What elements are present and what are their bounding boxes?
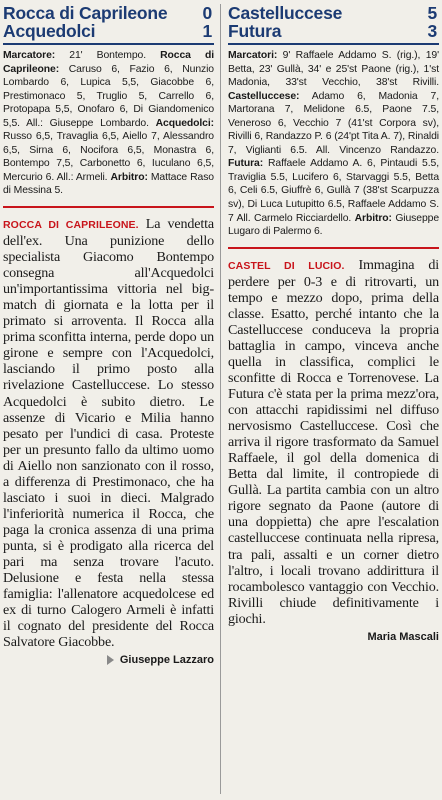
match-stats bbox=[3, 49, 214, 198]
column-divider bbox=[220, 4, 221, 794]
team-goals: 5 bbox=[427, 3, 437, 23]
team2-label: Futura: bbox=[228, 158, 264, 170]
team-goals: 3 bbox=[427, 21, 437, 41]
team2-lineup: Russo 6,5, Travaglia 6,5, Aiello 7, Alessandro 6,5, Sirna 6, Nocifora 6,5, Monastra 6, Bontempo 7,5, Carbonetto 6, Iuculano 6,5, Mercurio 6. All.: Armeli. bbox=[3, 131, 214, 183]
score-divider bbox=[3, 43, 214, 45]
article-text: La vendetta dell'ex. Una punizione dello specialista Giacomo Bontempo consegna all'Acquedolci un'importantissima vittoria nel big-match di giornata e la lotta per il primato si arroventa. Il Rocca alla prima sconfitta interna, perde dopo un girone e sempre con l'Acquedolci, lasciando il primo posto alla rivelazione Castelluccese. Lo stesso Acquedolci è subito dietro. Le assenze di Vicario e Milia hanno pesato per l'undici di casa. Proteste per un presunto fallo da ultimo uomo di Aiello non sanzionato con il rosso, a differenza di Prestimonaco, che ha lasciato i suoi in dieci. Malgrado l'inferiorità numerica il Rocca, che paga la cronica assenza di una prima punta, si è prodigato alla ricerca del pari ma senza trovare l'acuto. Delusione e festa nella stessa famiglia: l'allenatore acquedolcese ed ex di turno Calogero Armeli è infatti il cognato del presidente del Rocca Salvatore Giacobbe. bbox=[3, 216, 214, 651]
referee: Mattace Raso di Messina 5. bbox=[3, 171, 214, 197]
referee-label: Arbitro: bbox=[110, 171, 148, 183]
article-body bbox=[228, 257, 439, 627]
article-kicker: ROCCA DI CAPRILEONE. bbox=[3, 219, 139, 232]
byline-author: Maria Mascali bbox=[367, 630, 439, 643]
byline-author: Giuseppe Lazzaro bbox=[119, 654, 214, 667]
match-stats bbox=[228, 49, 439, 239]
score-row bbox=[228, 22, 439, 40]
article-body bbox=[3, 216, 214, 650]
scorers: 21' Bontempo. bbox=[69, 50, 147, 61]
team-goals: 0 bbox=[202, 3, 212, 23]
article-divider bbox=[228, 247, 439, 249]
team1-lineup: Caruso 6, Fazio 6, Nunzio Lombardo 6, Lupica 5,5, Giacobbe 6, Prestimonaco 5, Truglio 5, Carrello 6, Protopapa 5,5, Onofaro 6, Di Giandomenico 5,5. All.: Giuseppe Lombardo. bbox=[3, 63, 214, 129]
team-goals: 1 bbox=[202, 21, 212, 41]
byline bbox=[228, 631, 439, 643]
left-column bbox=[3, 4, 214, 666]
team-name: Futura bbox=[228, 21, 282, 41]
scorers-label: Marcatore: bbox=[3, 50, 56, 61]
team2-label: Acquedolci: bbox=[155, 117, 214, 129]
article-divider bbox=[3, 206, 214, 208]
score-row bbox=[3, 4, 214, 22]
score-row bbox=[3, 22, 214, 40]
referee-label: Arbitro: bbox=[354, 212, 392, 224]
team1-label: Rocca di Caprileone: bbox=[3, 50, 215, 75]
team2-lineup: Raffaele Addamo A. 6, Pintaudi 5.5, Traviglia 5.5, Lucifero 6, Starvaggi 5.5, Betta 6, Celi 6.5, Giuffrè 6, Gullà 7 (38'st Scarpuzza sv), Di Luca Lutupitto 6.5, Raffaele Addamo S. 7 All. Carmelo Ricciardello. bbox=[228, 158, 439, 224]
team1-lineup: Adamo 6, Madonia 7, Martorana 7, Melidone 6.5, Paone 7.5, Veneroso 6, Vecchio 7 (41'st Corpora sv), Rivilli 6, Randazzo P. 6 (24'pt Tita A. 7), Rinaldi 7, Viglianti 6.5. All. Vincenzo Randazzo. bbox=[228, 90, 439, 156]
team-name: Castelluccese bbox=[228, 3, 343, 23]
scorers: 9' Raffaele Addamo S. (rig.), 19' Betta, 23' Gullà, 34' e 25'st Paone (rig.), 1'st Madonia, 33'st Vecchio, 38'st Rivilli. bbox=[228, 50, 439, 89]
team-name: Rocca di Caprileone bbox=[3, 3, 168, 23]
scoreboard bbox=[228, 4, 439, 40]
referee: Giuseppe Lugaro di Palermo 6. bbox=[228, 212, 439, 238]
scorers-label: Marcatori: bbox=[228, 50, 278, 61]
article-text: Immagina di perdere per 0-3 e di ritrovarti, un tempo e mezzo dopo, prima della classe. Esatto, perché intanto che la Castelluccese conduceva la propria battaglia in campo, vinceva anche quella in classifica, complici le sconfitte di Rocca e Torrenovese. La Futura c'è stata per la prima mezz'ora, con attacchi rapidissimi nel diffuso nervosismo Castelluccese. Così che arriva il rigore trasformato da Samuel Raffaele, il gol della domenica di Betta dal limite, il contropiede di Gullà. La partita cambia con un altro rigore segnato da Paone (autore di una doppietta) che apre l'escalation castelluccese continuata nella ripresa, tra pali, assalti e un corner dietro l'altro, i locali trovano addirittura il rocambolesco vantaggio con Vecchio. Rivilli chiude definitivamente i giochi. bbox=[228, 256, 439, 627]
article-kicker: CASTEL DI LUCIO. bbox=[228, 259, 345, 272]
byline-arrow-icon bbox=[107, 655, 114, 665]
right-column bbox=[228, 4, 439, 643]
score-divider bbox=[228, 43, 439, 45]
score-row bbox=[228, 4, 439, 22]
team-name: Acquedolci bbox=[3, 21, 96, 41]
scoreboard bbox=[3, 4, 214, 40]
byline bbox=[3, 654, 214, 666]
team1-label: Castelluccese: bbox=[228, 90, 300, 102]
